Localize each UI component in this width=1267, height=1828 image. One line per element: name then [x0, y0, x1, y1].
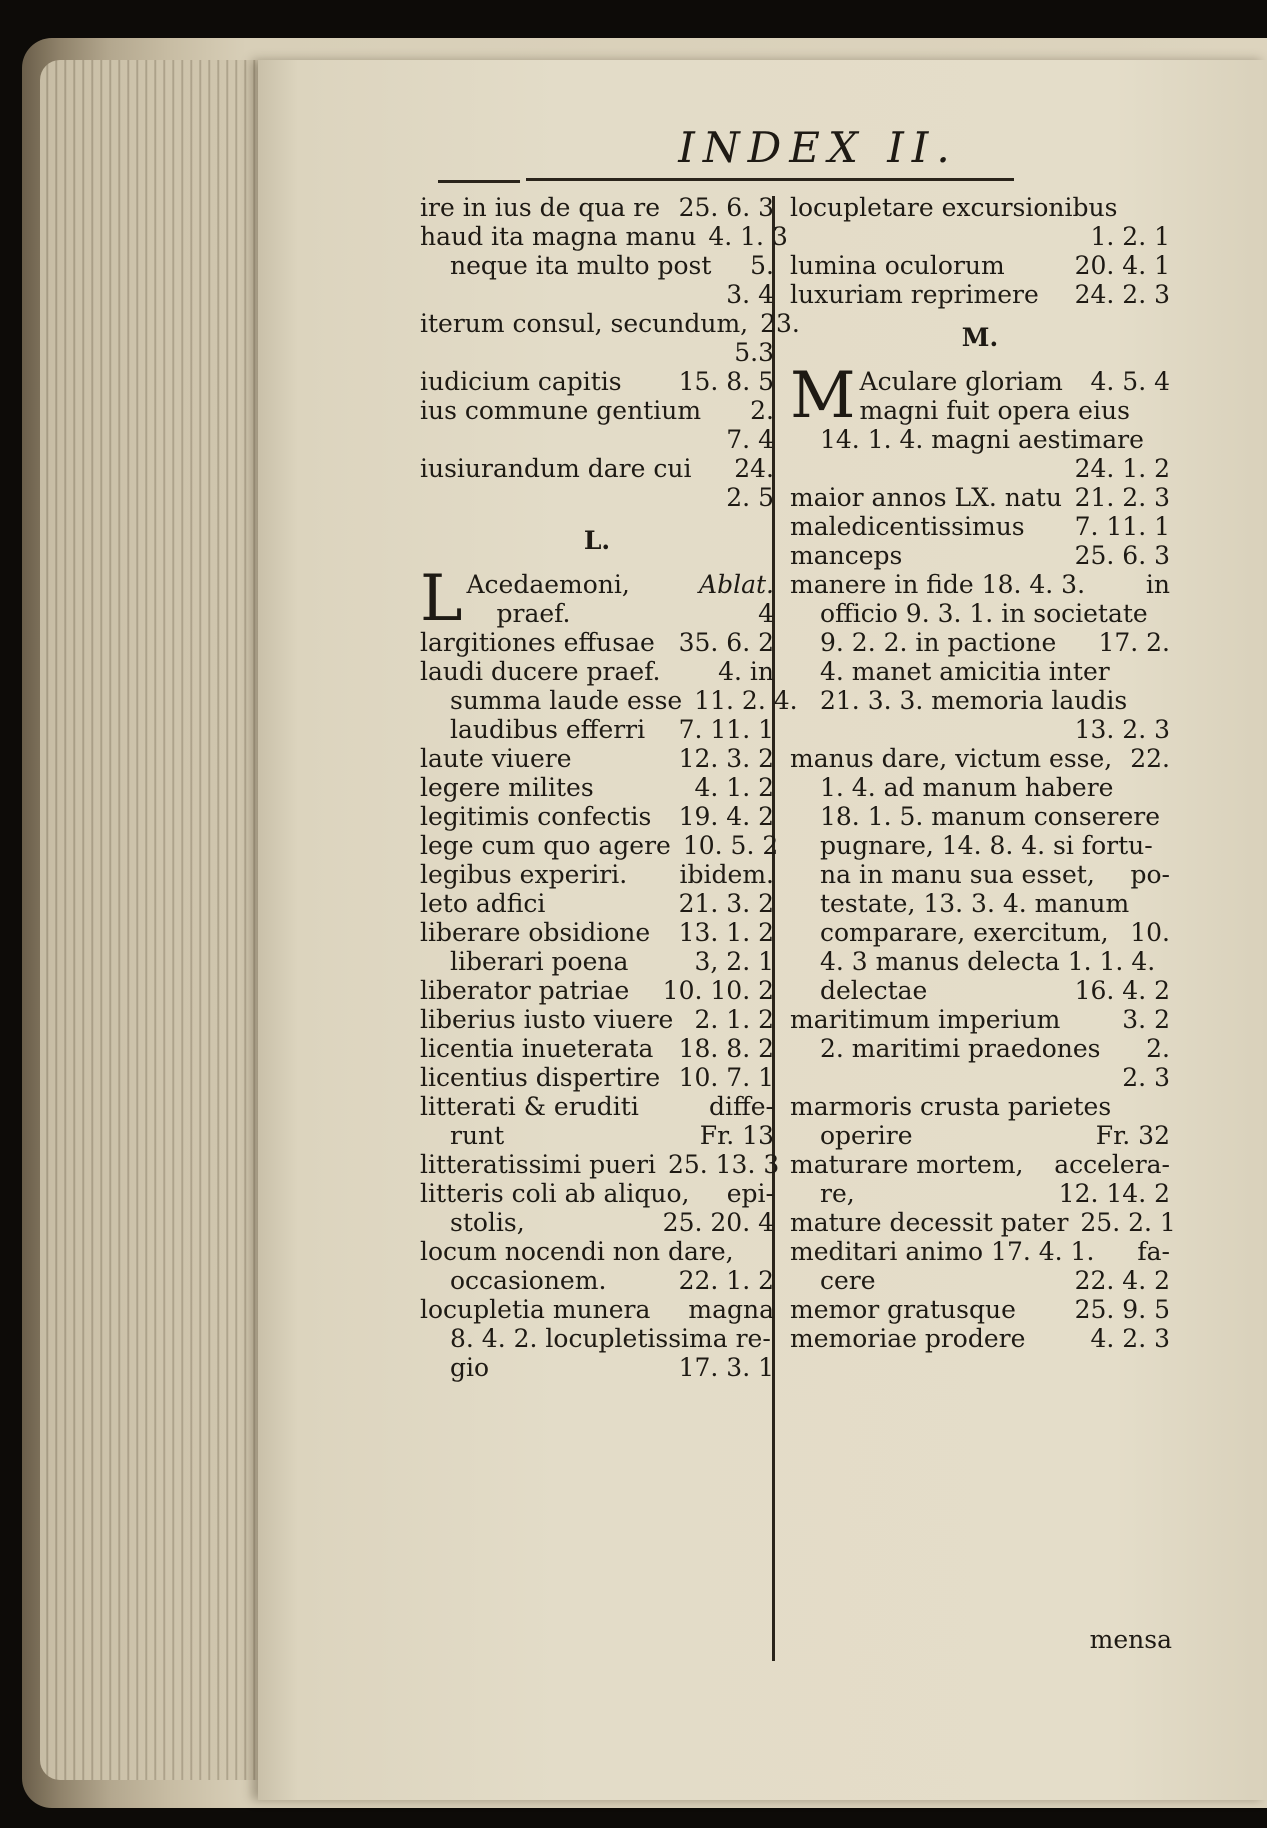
entry-term: 1. 4. ad manum habere	[820, 773, 1114, 802]
index-entry	[790, 773, 1170, 802]
entry-term: locupletia munera	[420, 1295, 651, 1324]
index-entry	[420, 367, 774, 396]
index-entry	[790, 483, 1170, 512]
entry-term: lumina oculorum	[790, 251, 1005, 280]
entry-term: maledicentissimus	[790, 512, 1025, 541]
entry-term: haud ita magna manu	[420, 222, 697, 251]
entry-term: iterum consul, secundum,	[420, 309, 749, 338]
index-entry	[420, 947, 774, 976]
index-entry	[420, 425, 774, 454]
index-entry	[790, 193, 1170, 222]
section-heading-m: M.	[961, 323, 999, 352]
index-entry	[790, 1266, 1170, 1295]
index-entry	[790, 1063, 1170, 1092]
entry-reference: 7. 4	[726, 425, 774, 454]
index-entry: Aculare gloriam 4. 5. 4	[859, 367, 1170, 396]
entry-reference: 3. 2	[1122, 1005, 1170, 1034]
right-entries-l	[790, 193, 1170, 309]
entry-reference: 16. 4. 2	[1074, 976, 1170, 1005]
index-entry	[790, 541, 1170, 570]
entry-term: litteris coli ab aliquo,	[420, 1179, 690, 1208]
index-entry	[790, 802, 1170, 831]
entry-term: legere milites	[420, 773, 594, 802]
entry-term: 8. 4. 2. locupletissima re-	[450, 1324, 771, 1353]
entry-term: 14. 1. 4. magni aestimare	[820, 425, 1144, 454]
catchword: mensa	[1089, 1625, 1172, 1654]
index-entry	[420, 831, 779, 860]
index-entry	[420, 1005, 774, 1034]
entry-term: lege cum quo agere	[420, 831, 671, 860]
index-entry	[790, 512, 1170, 541]
entry-reference: in	[1145, 570, 1170, 599]
entry-reference: 22.	[1130, 744, 1170, 773]
entry-term: 4. manet amicitia inter	[820, 657, 1110, 686]
entry-term: liberator patriae	[420, 976, 630, 1005]
entry-reference: 7. 11. 1	[1074, 512, 1170, 541]
entry-term: ius commune gentium	[420, 396, 702, 425]
entry-reference: 21. 2. 3	[1074, 483, 1170, 512]
page-header: INDEX II.	[678, 123, 958, 172]
index-entry	[420, 251, 774, 280]
entry-reference: accelera-	[1054, 1150, 1170, 1179]
entry-reference: 13. 2. 3	[1074, 715, 1170, 744]
index-entry	[420, 657, 774, 686]
index-entry	[420, 483, 774, 512]
header-rule-short	[438, 180, 520, 183]
index-entry	[790, 831, 1170, 860]
entry-term: meditari animo 17. 4. 1.	[790, 1237, 1095, 1266]
index-entry	[790, 947, 1170, 976]
index-entry	[790, 889, 1170, 918]
index-entry	[420, 1179, 774, 1208]
entry-reference: 4. in	[718, 657, 774, 686]
entry-term: leto adfici	[420, 889, 546, 918]
index-entry: Acedaemoni, Ablat.	[466, 570, 774, 599]
index-entry	[420, 1266, 774, 1295]
index-entry	[790, 715, 1170, 744]
index-entry	[790, 454, 1170, 483]
index-entry	[790, 744, 1170, 773]
entry-term: luxuriam reprimere	[790, 280, 1039, 309]
entry-term: laute viuere	[420, 744, 572, 773]
entry-reference: 35. 6. 2	[678, 628, 774, 657]
index-entry	[790, 280, 1170, 309]
index-entry	[420, 396, 774, 425]
entry-term: litterati & eruditi	[420, 1092, 639, 1121]
entry-term: marmoris crusta parietes	[790, 1092, 1112, 1121]
entry-term: licentia inueterata	[420, 1034, 654, 1063]
entry-term: maturare mortem,	[790, 1150, 1024, 1179]
entry-reference: 15. 8. 5	[678, 367, 774, 396]
entry-term: runt	[450, 1121, 505, 1150]
index-entry: magni fuit opera eius	[859, 396, 1130, 425]
entry-reference: 2.	[750, 396, 774, 425]
entry-term: laudibus efferri	[450, 715, 646, 744]
entry-reference: 1. 2. 1	[1090, 222, 1170, 251]
entry-reference: 12. 14. 2	[1058, 1179, 1170, 1208]
entry-reference: ibidem.	[679, 860, 774, 889]
entry-term: iusiurandum dare cui	[420, 454, 692, 483]
entry-term: ire in ius de qua re	[420, 193, 661, 222]
index-entry	[420, 454, 774, 483]
left-column	[420, 193, 800, 1382]
entry-term: memor gratusque	[790, 1295, 1016, 1324]
drop-cap-l: L	[420, 562, 463, 636]
index-entry	[420, 918, 774, 947]
index-entry	[790, 1034, 1170, 1063]
index-entry	[790, 1005, 1170, 1034]
entry-reference: 17. 3. 1	[678, 1353, 774, 1382]
section-heading-l: L.	[583, 526, 611, 555]
index-entry	[790, 976, 1170, 1005]
entry-term: na in manu sua esset,	[820, 860, 1095, 889]
index-entry	[790, 570, 1170, 599]
index-entry	[790, 1324, 1170, 1353]
index-entry	[790, 918, 1170, 947]
entry-term: iudicium capitis	[420, 367, 622, 396]
entry-term: testate, 13. 3. 4. manum	[820, 889, 1130, 918]
entry-reference: epi-	[726, 1179, 774, 1208]
index-entry	[420, 193, 774, 222]
index-entry	[790, 1092, 1170, 1121]
right-entries-m	[790, 425, 1176, 1353]
entry-reference: 10.	[1130, 918, 1170, 947]
index-entry	[420, 1295, 774, 1324]
entry-term: maior annos LX. natu	[790, 483, 1062, 512]
index-entry	[790, 599, 1170, 628]
index-entry	[420, 628, 774, 657]
entry-reference: 2.	[1146, 1034, 1170, 1063]
index-entry	[790, 1208, 1176, 1237]
index-entry	[420, 976, 774, 1005]
entry-reference: 24. 2. 3	[1074, 280, 1170, 309]
entry-reference: 24. 1. 2	[1074, 454, 1170, 483]
entry-reference: 10. 7. 1	[678, 1063, 774, 1092]
entry-reference: 4. 1. 2	[694, 773, 774, 802]
index-entry	[420, 1353, 774, 1382]
entry-reference: 25. 9. 5	[1074, 1295, 1170, 1324]
entry-reference: 10. 5. 2	[682, 831, 779, 860]
entry-reference: po-	[1130, 860, 1170, 889]
index-entry	[790, 222, 1170, 251]
entry-reference: 2. 3	[1122, 1063, 1170, 1092]
entry-term: summa laude esse	[450, 686, 683, 715]
entry-term: manere in fide 18. 4. 3.	[790, 570, 1086, 599]
entry-term: re,	[820, 1179, 855, 1208]
index-entry	[420, 1237, 774, 1266]
entry-reference: 12. 3. 2	[678, 744, 774, 773]
entry-term: maritimum imperium	[790, 1005, 1061, 1034]
entry-term: legibus experiri.	[420, 860, 628, 889]
index-entry	[420, 1324, 774, 1353]
entry-reference: 3, 2. 1	[694, 947, 774, 976]
entry-term: manceps	[790, 541, 903, 570]
entry-term: locupletare excursionibus	[790, 193, 1118, 222]
entry-reference: 5.	[750, 251, 774, 280]
entry-reference: 2. 1. 2	[694, 1005, 774, 1034]
initial-entry-l	[420, 562, 774, 636]
header-rule-long	[526, 178, 1014, 181]
entry-reference: 11. 2. 4.	[694, 686, 798, 715]
entry-reference: 10. 10. 2	[662, 976, 774, 1005]
index-entry	[420, 1150, 780, 1179]
entry-reference: 4. 2. 3	[1090, 1324, 1170, 1353]
entry-reference: 21. 3. 2	[678, 889, 774, 918]
index-entry	[790, 251, 1170, 280]
entry-reference: 3. 4	[726, 280, 774, 309]
entry-term: pugnare, 14. 8. 4. si fortu-	[820, 831, 1153, 860]
entry-term: operire	[820, 1121, 913, 1150]
entry-term: licentius dispertire	[420, 1063, 661, 1092]
entry-term: 9. 2. 2. in pactione	[820, 628, 1057, 657]
index-entry	[420, 889, 774, 918]
index-entry	[790, 1295, 1170, 1324]
entry-term: mature decessit pater	[790, 1208, 1069, 1237]
index-entry	[420, 860, 774, 889]
entry-term: liberius iusto viuere	[420, 1005, 674, 1034]
entry-term: 21. 3. 3. memoria laudis	[820, 686, 1128, 715]
entry-reference: 22. 1. 2	[678, 1266, 774, 1295]
entry-reference: 13. 1. 2	[678, 918, 774, 947]
entry-term: 2. maritimi praedones	[820, 1034, 1101, 1063]
index-entry	[420, 280, 774, 309]
entry-term: largitiones effusae	[420, 628, 655, 657]
initial-entry-m	[790, 359, 1170, 433]
index-entry	[790, 425, 1170, 454]
index-entry	[790, 1150, 1170, 1179]
entry-reference: 23.	[760, 309, 800, 338]
entry-reference: 7. 11. 1	[678, 715, 774, 744]
index-entry: praef. 4	[496, 599, 774, 628]
index-entry	[420, 686, 798, 715]
entry-reference: 2. 5	[726, 483, 774, 512]
entry-reference: 22. 4. 2	[1074, 1266, 1170, 1295]
entry-reference: 25. 13. 3	[667, 1150, 780, 1179]
entry-reference: 25. 6. 3	[678, 193, 774, 222]
left-entries-i	[420, 193, 800, 512]
entry-term: gio	[450, 1353, 490, 1382]
entry-reference: 24.	[734, 454, 774, 483]
index-entry	[420, 1208, 774, 1237]
entry-reference: 18. 8. 2	[678, 1034, 774, 1063]
entry-term: locum nocendi non dare,	[420, 1237, 734, 1266]
index-page	[258, 60, 1267, 1800]
entry-term: delectae	[820, 976, 928, 1005]
index-entry	[420, 1121, 774, 1150]
index-entry	[420, 1063, 774, 1092]
entry-term: cere	[820, 1266, 876, 1295]
left-entries-l	[420, 628, 798, 1382]
index-entry	[420, 222, 788, 251]
entry-reference: Fr. 13	[699, 1121, 774, 1150]
entry-reference: diffe-	[708, 1092, 774, 1121]
entry-term: officio 9. 3. 1. in societate	[820, 599, 1148, 628]
entry-reference: 25. 2. 1	[1080, 1208, 1176, 1237]
index-entry	[790, 686, 1170, 715]
entry-term: liberari poena	[450, 947, 629, 976]
index-entry	[420, 309, 800, 338]
drop-cap-m: M	[790, 359, 856, 433]
book-fore-edge	[40, 60, 260, 1780]
entry-term: laudi ducere praef.	[420, 657, 661, 686]
entry-term: 18. 1. 5. manum conserere	[820, 802, 1161, 831]
entry-reference: 25. 6. 3	[1074, 541, 1170, 570]
entry-term: 4. 3 manus delecta 1. 1. 4.	[820, 947, 1156, 976]
index-entry	[420, 338, 774, 367]
entry-term: neque ita multo post	[450, 251, 712, 280]
index-entry	[790, 860, 1170, 889]
index-entry	[420, 715, 774, 744]
index-entry	[790, 657, 1170, 686]
right-column	[790, 193, 1176, 1353]
entry-term: memoriae prodere	[790, 1324, 1026, 1353]
index-entry	[790, 1237, 1170, 1266]
entry-term: manus dare, victum esse,	[790, 744, 1113, 773]
entry-term: litteratissimi pueri	[420, 1150, 656, 1179]
entry-reference: 4. 1. 3	[708, 222, 788, 251]
index-entry	[420, 744, 774, 773]
index-entry	[790, 1179, 1170, 1208]
entry-reference: 19. 4. 2	[678, 802, 774, 831]
entry-term: liberare obsidione	[420, 918, 651, 947]
entry-term: legitimis confectis	[420, 802, 652, 831]
entry-reference: 17. 2.	[1098, 628, 1170, 657]
entry-term: stolis,	[450, 1208, 525, 1237]
index-entry	[420, 802, 774, 831]
entry-reference: magna	[688, 1295, 774, 1324]
entry-reference: 5.3	[734, 338, 774, 367]
index-entry	[790, 628, 1170, 657]
entry-reference: Fr. 32	[1095, 1121, 1170, 1150]
index-entry	[420, 773, 774, 802]
entry-reference: fa-	[1137, 1237, 1170, 1266]
index-entry	[420, 1092, 774, 1121]
index-entry	[790, 1121, 1170, 1150]
entry-reference: 25. 20. 4	[662, 1208, 774, 1237]
entry-term: comparare, exercitum,	[820, 918, 1109, 947]
entry-reference: 20. 4. 1	[1074, 251, 1170, 280]
index-entry	[420, 1034, 774, 1063]
entry-term: occasionem.	[450, 1266, 607, 1295]
